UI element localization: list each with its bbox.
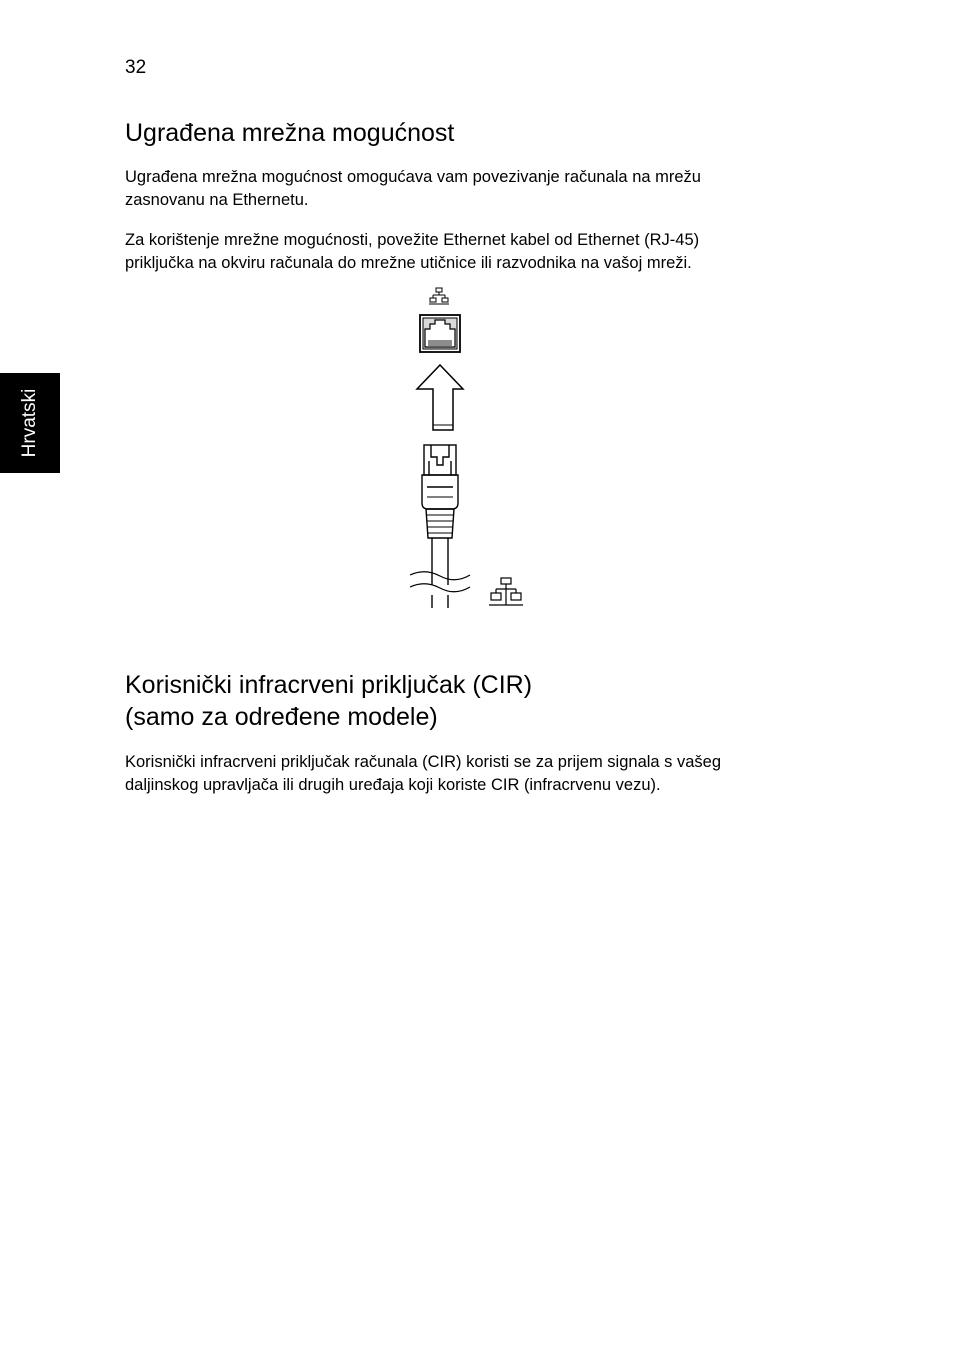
section-title-line: Korisnički infracrveni priključak (CIR)	[125, 671, 533, 699]
paragraph-line: Za korištenje mrežne mogućnosti, povežite Ethernet kabel od Ethernet (RJ-45)	[125, 231, 700, 249]
page-number: 32	[125, 57, 147, 78]
networking-usage-paragraph	[125, 229, 815, 275]
paragraph-line: zasnovanu na Ethernetu.	[125, 191, 309, 209]
arrow-up-icon	[417, 365, 463, 430]
paragraph-line: Korisnički infracrveni priključak računala (CIR) koristi se za prijem signala s vašeg	[125, 753, 722, 771]
rj45-port-icon	[420, 315, 460, 352]
section-title-cir	[125, 669, 532, 733]
language-tab-label: Hrvatski	[19, 388, 40, 458]
network-icon	[429, 288, 449, 304]
paragraph-line: Ugrađena mrežna mogućnost omogućava vam povezivanje računala na mrežu	[125, 168, 701, 186]
paragraph-line: priključka na okviru računala do mrežne utičnice ili razvodnika na vašoj mreži.	[125, 254, 692, 272]
cir-paragraph	[125, 751, 815, 797]
network-icon	[489, 578, 523, 605]
ethernet-connection-figure	[400, 285, 535, 615]
ethernet-illustration	[400, 285, 535, 615]
paragraph-line: daljinskog upravljača ili drugih uređaja koji koriste CIR (infracrvenu vezu).	[125, 776, 661, 794]
ethernet-plug-icon	[410, 445, 470, 608]
section-title-line: (samo za određene modele)	[125, 703, 438, 731]
language-side-tab	[0, 373, 60, 473]
networking-intro-paragraph	[125, 166, 815, 212]
section-title-networking: Ugrađena mrežna mogućnost	[125, 119, 455, 147]
